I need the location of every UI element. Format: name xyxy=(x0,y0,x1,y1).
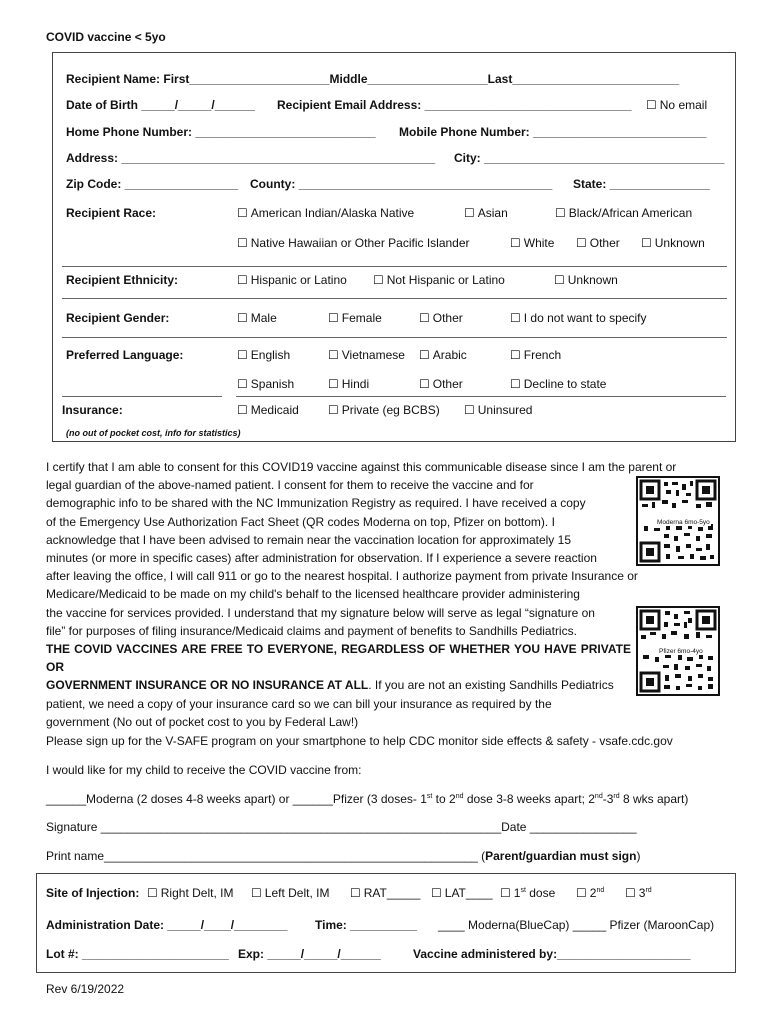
dose-3-checkbox[interactable] xyxy=(625,886,652,900)
dob-field[interactable]: Date of Birth _____/_____/______ xyxy=(66,98,255,112)
divider xyxy=(62,266,727,267)
no-email-checkbox[interactable]: ☐ No email xyxy=(646,98,707,112)
consent-line: the vaccine for services provided. I understand that my signature below will serve as legal “signature on xyxy=(46,605,595,620)
vaccine-choice-text: 8 wks apart) xyxy=(619,792,689,806)
state-field[interactable]: State: _______________ xyxy=(573,177,710,191)
moderna-qr-label: Moderna 6mo-5yo xyxy=(657,519,710,526)
race-other-checkbox[interactable]: ☐ Other xyxy=(576,236,620,250)
divider xyxy=(236,396,726,397)
free-vaccine-notice-2: GOVERNMENT INSURANCE OR NO INSURANCE AT ALL xyxy=(46,678,369,693)
consent-line: Medicare/Medicaid to be made on my child's behalf to the licensed healthcare provider administering xyxy=(46,587,580,602)
site-lat-checkbox[interactable]: ☐ LAT____ xyxy=(431,886,493,900)
language-other-checkbox[interactable]: ☐ Other xyxy=(419,377,463,391)
race-asian-checkbox[interactable]: ☐ Asian xyxy=(464,206,508,220)
consent-line: file” for purposes of filing insurance/Medicaid claims and payment of benefits to Sandhills Pediatrics. xyxy=(46,623,577,638)
insurance-medicaid-checkbox[interactable]: ☐ Medicaid xyxy=(237,403,299,417)
gender-unspecified-checkbox[interactable]: ☐ I do not want to specify xyxy=(510,311,647,325)
gender-label: Recipient Gender: xyxy=(66,311,170,325)
site-right-delt-checkbox[interactable]: ☐ Right Delt, IM xyxy=(147,886,233,900)
dose-2-label: ☐ 2 xyxy=(576,886,596,900)
vaccine-choice-prompt: I would like for my child to receive the COVID vaccine from: xyxy=(46,763,362,777)
consent-line: I certify that I am able to consent for this COVID19 vaccine against this communicable disease since I am the parent or xyxy=(46,460,677,474)
superscript: nd xyxy=(455,793,464,800)
superscript: rd xyxy=(645,887,652,894)
superscript: st xyxy=(426,793,433,800)
insurance-note: (no out of pocket cost, info for statistics) xyxy=(66,428,241,438)
zip-field[interactable]: Zip Code: _________________ xyxy=(66,177,239,191)
vaccine-choice-text: dose 3-8 weeks apart; 2 xyxy=(463,792,595,806)
county-field[interactable]: County: ______________________________________ xyxy=(250,177,553,191)
consent-line: government (No out of pocket cost to you by Federal Law!) xyxy=(46,714,359,729)
address-field[interactable]: Address: _______________________________________________ xyxy=(66,151,436,165)
consent-paragraph xyxy=(46,458,728,731)
site-rat-checkbox[interactable]: ☐ RAT_____ xyxy=(350,886,420,900)
superscript: rd xyxy=(613,793,620,800)
dose-1-label: ☐ 1 xyxy=(500,886,520,900)
vaccine-choice-text: -3 xyxy=(602,792,614,806)
consent-line: of the Emergency Use Authorization Fact Sheet (QR codes Moderna on top, Pfizer on bottom). I xyxy=(46,514,555,529)
race-unknown-checkbox[interactable]: ☐ Unknown xyxy=(641,236,705,250)
vaccine-choice-text: to 2 xyxy=(432,792,456,806)
ethnicity-unknown-checkbox[interactable]: ☐ Unknown xyxy=(554,273,618,287)
form-title: COVID vaccine < 5yo xyxy=(46,30,166,44)
divider xyxy=(62,298,727,299)
race-label: Recipient Race: xyxy=(66,206,157,220)
language-spanish-checkbox[interactable]: ☐ Spanish xyxy=(237,377,294,391)
time-label: Time: __________ xyxy=(315,918,417,932)
vaccine-choice-line[interactable] xyxy=(46,792,688,806)
dose-2-checkbox[interactable] xyxy=(576,886,604,900)
site-left-delt-checkbox[interactable]: ☐ Left Delt, IM xyxy=(251,886,329,900)
home-phone-field[interactable]: Home Phone Number: ___________________________ xyxy=(66,125,376,139)
consent-line: after leaving the office, I will call 911 or go to the nearest hospital. I authorize payment from private Insurance or xyxy=(46,569,638,584)
language-vietnamese-checkbox[interactable]: ☐ Vietnamese xyxy=(328,348,405,362)
administered-by-field[interactable]: Vaccine administered by:____________________ xyxy=(413,947,691,961)
free-vaccine-notice: THE COVID VACCINES ARE FREE TO EVERYONE, REGARDLESS OF WHETHER YOU HAVE PRIVATE OR xyxy=(46,642,631,675)
vsafe-text: Please sign up for the V-SAFE program on your smartphone to help CDC monitor side effects & safety - vsafe.cdc.gov xyxy=(46,734,673,748)
vaccine-brand-field[interactable]: ____ Moderna(BlueCap) _____ Pfizer (MaroonCap) xyxy=(438,918,715,932)
expiration-field[interactable]: Exp: _____/_____/______ xyxy=(238,947,381,961)
signature-field[interactable]: Signature ____________________________________________________________Date ________________ xyxy=(46,820,637,834)
administration-date-field[interactable]: Administration Date: _____/____/________ xyxy=(46,918,288,932)
language-arabic-checkbox[interactable]: ☐ Arabic xyxy=(419,348,467,362)
insurance-uninsured-checkbox[interactable]: ☐ Uninsured xyxy=(464,403,532,417)
race-hawaiian-checkbox[interactable]: ☐ Native Hawaiian or Other Pacific Islander xyxy=(237,236,470,250)
consent-line: patient, we need a copy of your insurance card so we can bill your insurance as required by the xyxy=(46,696,552,711)
print-name-text: Print name________________________________________________________ ( xyxy=(46,849,486,863)
vaccine-choice-text: ______Moderna (2 doses 4-8 weeks apart) or ______Pfizer (3 doses- 1 xyxy=(46,792,427,806)
dose-3-label: ☐ 3 xyxy=(625,886,645,900)
consent-line: legal guardian of the above-named patient. I consent for them to receive the vaccine and for xyxy=(46,478,534,493)
race-black-checkbox[interactable]: ☐ Black/African American xyxy=(555,206,692,220)
language-hindi-checkbox[interactable]: ☐ Hindi xyxy=(328,377,369,391)
city-field[interactable]: City: ____________________________________ xyxy=(454,151,725,165)
ethnicity-hispanic-checkbox[interactable]: ☐ Hispanic or Latino xyxy=(237,273,347,287)
dose-1-checkbox[interactable] xyxy=(500,886,555,900)
recipient-name-line[interactable]: Recipient Name: First_____________________Middle__________________Last_________________________ xyxy=(66,72,680,86)
race-white-checkbox[interactable]: ☐ White xyxy=(510,236,554,250)
dose-label: dose xyxy=(525,886,556,900)
guardian-notice: Parent/guardian must sign xyxy=(485,849,637,863)
site-of-injection-label: Site of Injection: xyxy=(46,886,140,900)
consent-line: demographic info to be shared with the NC Immunization Registry as required. I have received a copy xyxy=(46,496,586,511)
insurance-private-checkbox[interactable]: ☐ Private (eg BCBS) xyxy=(328,403,440,417)
divider xyxy=(62,396,222,397)
superscript: nd xyxy=(594,793,603,800)
race-american-indian-checkbox[interactable]: ☐ American Indian/Alaska Native xyxy=(237,206,414,220)
language-english-checkbox[interactable]: ☐ English xyxy=(237,348,290,362)
superscript: st xyxy=(520,887,526,894)
consent-line: minutes (or more in specific cases) after administration for observation. If I experience a severe reaction xyxy=(46,551,597,566)
language-french-checkbox[interactable]: ☐ French xyxy=(510,348,561,362)
lot-number-field[interactable]: Lot #: ______________________ xyxy=(46,947,229,961)
print-name-text: ) xyxy=(636,849,641,863)
revision-date: Rev 6/19/2022 xyxy=(46,982,125,996)
consent-line: acknowledge that I have been advised to remain near the vaccination location for approximately 15 xyxy=(46,532,571,547)
pfizer-qr-label: Pfizer 6mo-4yo xyxy=(659,648,703,655)
ethnicity-label: Recipient Ethnicity: xyxy=(66,273,179,287)
gender-male-checkbox[interactable]: ☐ Male xyxy=(237,311,277,325)
language-label: Preferred Language: xyxy=(66,348,184,362)
gender-other-checkbox[interactable]: ☐ Other xyxy=(419,311,463,325)
consent-line: . If you are not an existing Sandhills Pediatrics xyxy=(368,678,614,693)
divider xyxy=(62,337,727,338)
mobile-phone-field[interactable]: Mobile Phone Number: __________________________ xyxy=(399,125,707,139)
ethnicity-not-hispanic-checkbox[interactable]: ☐ Not Hispanic or Latino xyxy=(373,273,505,287)
insurance-label: Insurance: xyxy=(62,403,123,417)
print-name-field[interactable] xyxy=(46,849,640,863)
email-field[interactable]: Recipient Email Address: _______________________________ xyxy=(277,98,632,112)
administration-time-field[interactable] xyxy=(315,918,417,932)
language-decline-checkbox[interactable]: ☐ Decline to state xyxy=(510,377,606,391)
superscript: nd xyxy=(596,887,605,894)
gender-female-checkbox[interactable]: ☐ Female xyxy=(328,311,382,325)
